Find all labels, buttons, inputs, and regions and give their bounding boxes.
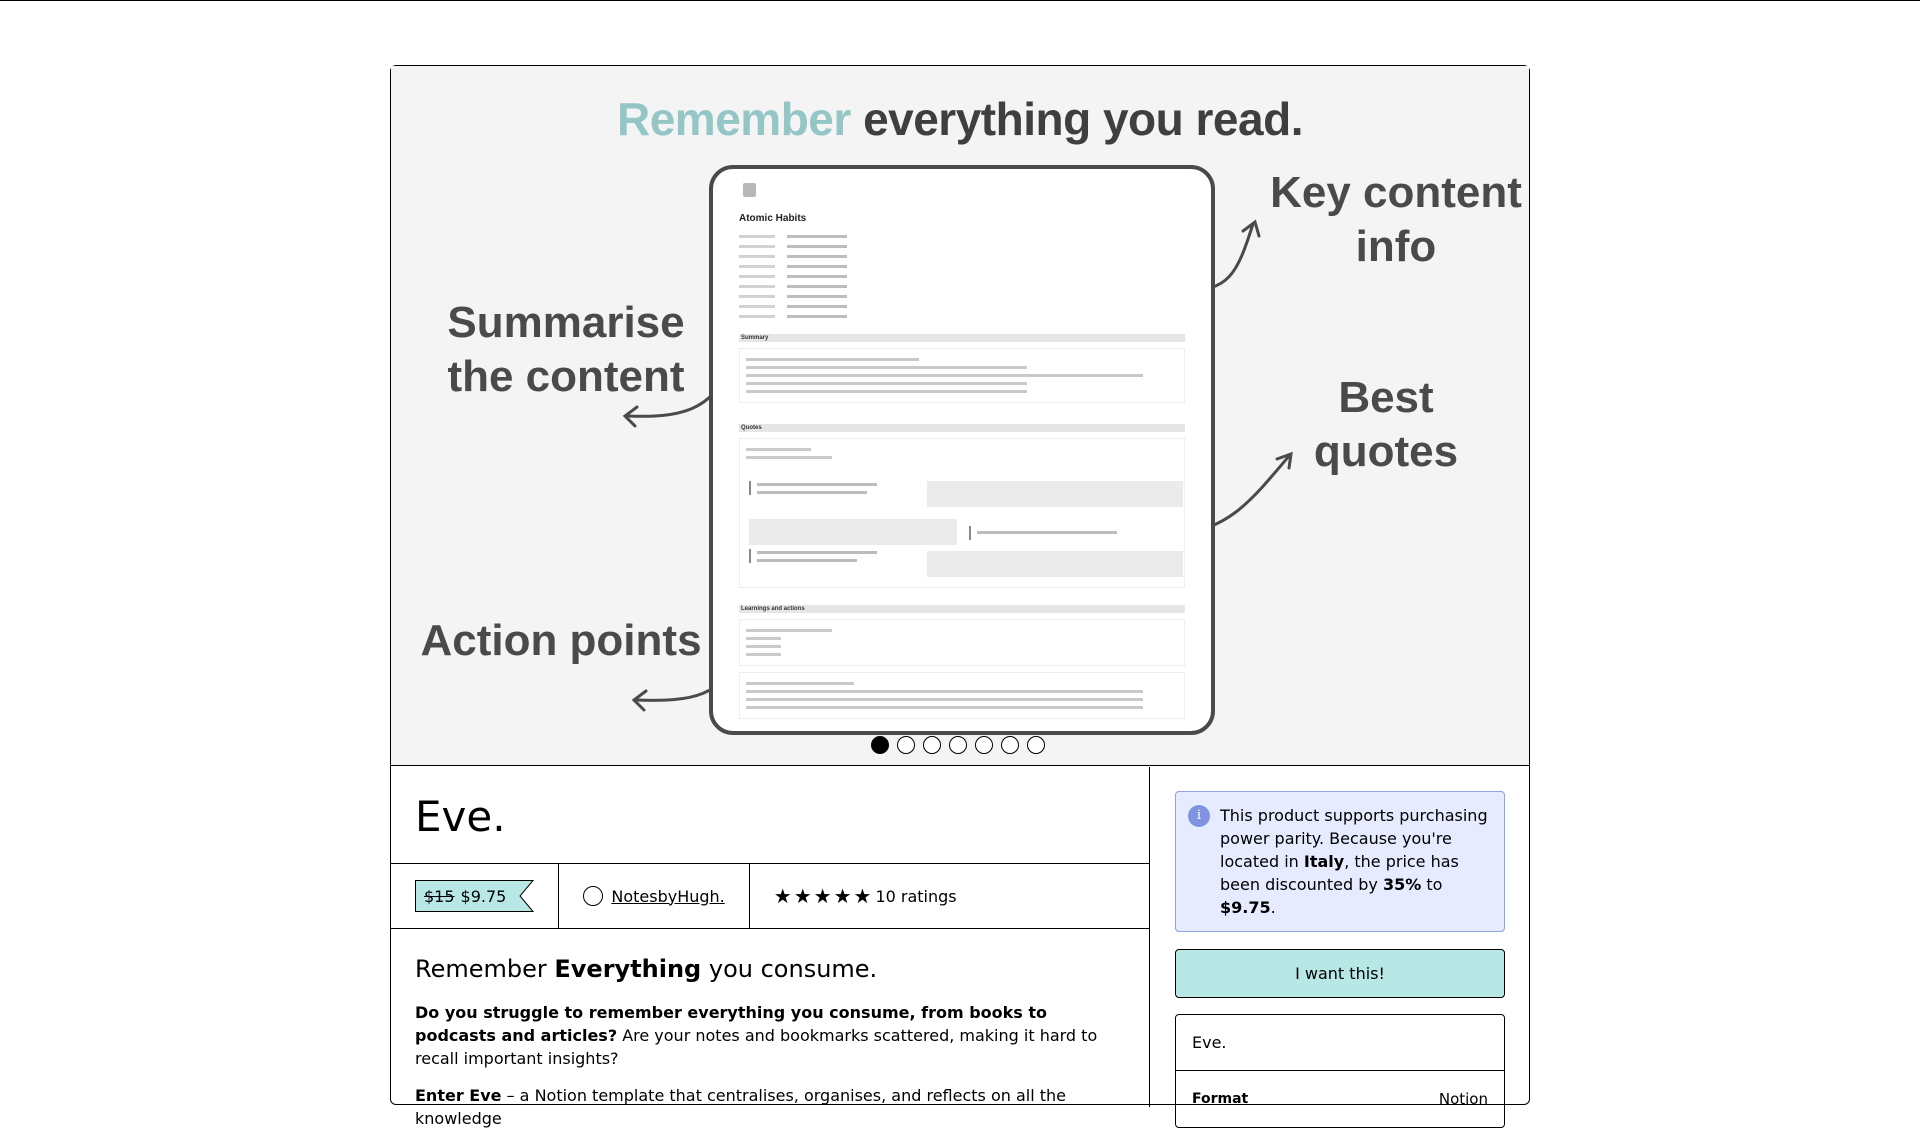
carousel-dot[interactable]	[871, 736, 889, 754]
star-icon: ★	[833, 884, 852, 908]
info-icon: i	[1188, 805, 1210, 827]
tablet-section-learnings	[739, 605, 1185, 719]
price-tag	[415, 880, 534, 912]
ppp-notice: i This product supports purchasing power parity. Because you're located in Italy, the price has been discounted by 35% to $9.75.	[1175, 791, 1505, 932]
carousel-dot[interactable]	[1001, 736, 1019, 754]
hero-headline-rest: everything you read.	[863, 93, 1303, 145]
product-hero-carousel[interactable]	[391, 66, 1529, 766]
creator-cell	[559, 864, 749, 928]
carousel-dots	[871, 736, 1045, 754]
tablet-quote-block	[927, 481, 1183, 507]
hero-headline-accent: Remember	[617, 93, 851, 145]
callout-summarise: Summarise the content	[447, 298, 685, 401]
product-title: Eve.	[391, 767, 1149, 864]
tablet-quote-block	[749, 519, 957, 545]
document-icon	[743, 183, 756, 197]
price-current: $9.75	[460, 886, 507, 906]
price-original: $15	[424, 886, 455, 906]
tablet-section-summary	[739, 334, 1185, 403]
carousel-dot[interactable]	[1027, 736, 1045, 754]
summary-title: Eve.	[1176, 1015, 1504, 1071]
description-paragraph: Do you struggle to remember everything you consume, from books to podcasts and articles? Are your notes and bookmarks scattered, making it hard to recall important insights?	[415, 1003, 1098, 1068]
product-summary-box	[1175, 1014, 1505, 1128]
carousel-dot[interactable]	[975, 736, 993, 754]
product-description	[391, 929, 1149, 1130]
price-cell	[391, 864, 559, 928]
creator-link[interactable]: NotesbyHugh.	[611, 886, 725, 906]
star-icon: ★	[773, 884, 792, 908]
top-divider	[0, 0, 1920, 1]
summary-row-format	[1176, 1071, 1504, 1127]
creator-avatar	[583, 886, 603, 906]
rating-cell	[750, 864, 981, 928]
tablet-properties	[739, 231, 939, 321]
tablet-section-label: Summary	[741, 335, 769, 341]
star-icon: ★	[813, 884, 832, 908]
star-icon: ★	[853, 884, 872, 908]
callout-key-info: Key content info	[1270, 168, 1522, 271]
carousel-dot[interactable]	[923, 736, 941, 754]
price-tag-flag-icon	[514, 880, 534, 912]
carousel-dot[interactable]	[897, 736, 915, 754]
tablet-mockup	[709, 165, 1215, 735]
callout-action-points: Action points	[420, 616, 702, 665]
product-card	[390, 65, 1530, 1128]
product-details	[391, 767, 1150, 1128]
tablet-section-label: Learnings and actions	[741, 606, 805, 612]
tablet-doc-title: Atomic Habits	[739, 213, 807, 224]
product-meta-row	[391, 864, 1149, 929]
tablet-quote-block	[927, 551, 1183, 577]
format-value: Notion	[1438, 1090, 1488, 1108]
callout-best-quotes: Best quotes	[1313, 373, 1459, 476]
rating-stars	[774, 884, 872, 908]
purchase-panel	[1151, 767, 1529, 1107]
format-key: Format	[1192, 1091, 1249, 1107]
description-paragraph: Enter Eve – a Notion template that centralises, organises, and reflects on all the knowledge	[415, 1086, 1067, 1128]
buy-button[interactable]: I want this!	[1175, 949, 1505, 998]
carousel-dot[interactable]	[949, 736, 967, 754]
star-icon: ★	[793, 884, 812, 908]
product-tagline: Remember Everything you consume.	[415, 955, 878, 983]
rating-count: 10 ratings	[875, 886, 957, 906]
tablet-section-label: Quotes	[741, 425, 762, 431]
